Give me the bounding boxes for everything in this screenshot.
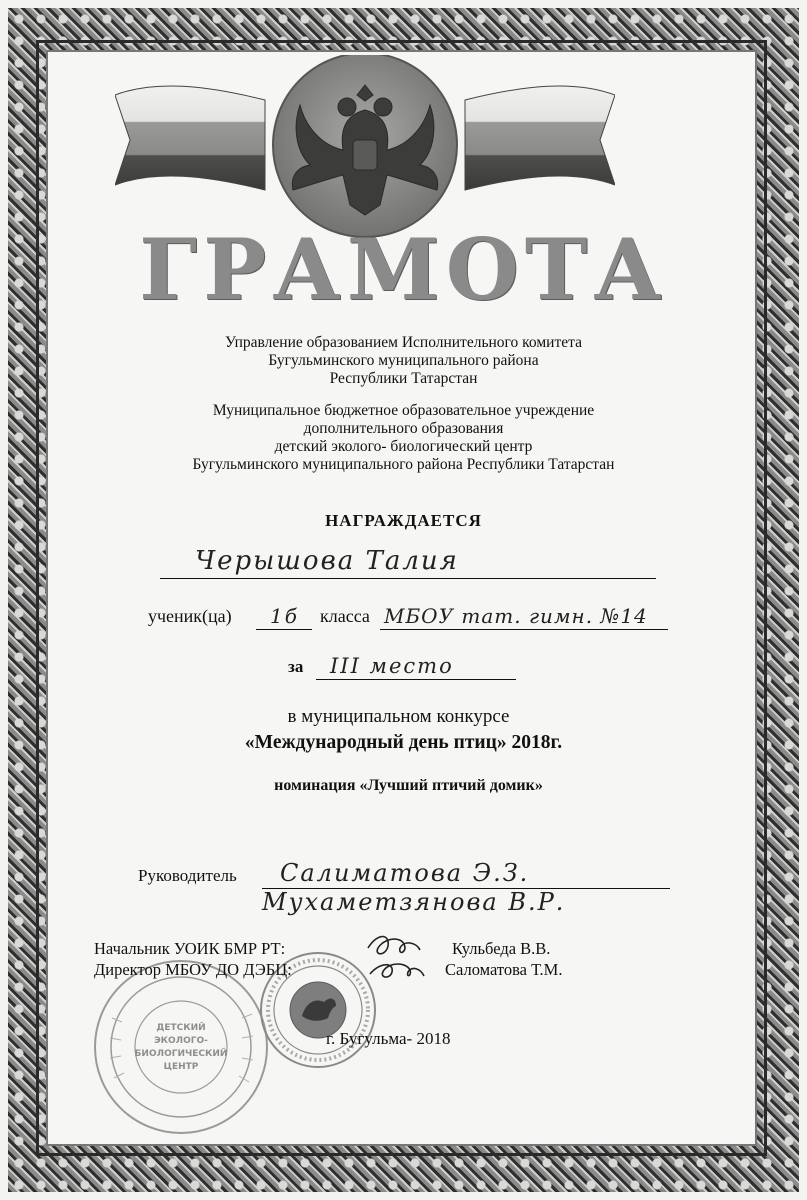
student-row <box>148 603 678 631</box>
emblem-header <box>115 55 615 245</box>
issuer-line: Бугульминского муниципального района Республики Татарстан <box>192 456 615 473</box>
issuer-line: детский эколого- биологический центр <box>274 438 533 455</box>
issuer-line: Бугульминского муниципального района <box>268 352 539 369</box>
issuer-block-2 <box>0 402 807 474</box>
official-2-title: Директор МБОУ ДО ДЭБЦ: <box>94 960 292 979</box>
stamp-line: ЦЕНТР <box>163 1062 199 1072</box>
issuer-line: Управление образованием Исполнительного комитета <box>225 334 582 351</box>
certificate-title: ГРАМОТА <box>139 220 668 319</box>
school-value: МБОУ тат. гимн. №14 <box>384 604 648 628</box>
supervisor-value: Салиматова Э.З. <box>280 859 530 887</box>
issuer-line: Муниципальное бюджетное образовательное учреждение <box>212 402 595 419</box>
contest-intro: в муниципальном конкурсе <box>287 706 510 727</box>
place-line <box>316 651 516 680</box>
official-1-title: Начальник УОИК БМР РТ: <box>94 939 286 958</box>
class-label: класса <box>320 606 370 626</box>
official-2-name: Саломатова Т.М. <box>445 960 563 979</box>
round-stamp-icon <box>92 958 270 1136</box>
contest-name: «Международный день птиц» 2018г. <box>244 732 563 753</box>
recipient-name: Черышова Талия <box>195 546 459 576</box>
official-1-name: Кульбеда В.В. <box>452 939 551 958</box>
awarded-heading: НАГРАЖДАЕТСЯ <box>325 511 482 530</box>
school-line <box>380 603 668 630</box>
supervisor-extra: Мухаметзянова В.Р. <box>262 888 566 916</box>
issuer-line: дополнительного образования <box>303 420 504 437</box>
supervisor-line <box>262 858 670 889</box>
stamp-line: ЭКОЛОГО- <box>154 1036 208 1046</box>
supervisor-label: Руководитель <box>138 866 237 885</box>
place-row <box>288 651 528 681</box>
issuer-block-1 <box>0 334 807 388</box>
recipient-name-line <box>160 548 656 579</box>
for-label: за <box>288 657 304 676</box>
stamp-line: ДЕТСКИЙ <box>156 1023 206 1033</box>
coat-of-arms-icon <box>115 55 615 245</box>
supervisor-row <box>138 858 673 890</box>
grade-value: 1б <box>270 604 299 628</box>
grade-line <box>256 603 312 630</box>
place-value: III место <box>330 654 454 678</box>
signature-icon <box>360 926 430 986</box>
student-label: ученик(ца) <box>148 606 232 626</box>
nomination: номинация «Лучший птичий домик» <box>274 777 543 794</box>
stamp-line: БИОЛОГИЧЕСКИЙ <box>134 1049 228 1059</box>
city-year: г. Бугульма- 2018 <box>326 1029 451 1048</box>
issuer-line: Республики Татарстан <box>329 370 478 387</box>
